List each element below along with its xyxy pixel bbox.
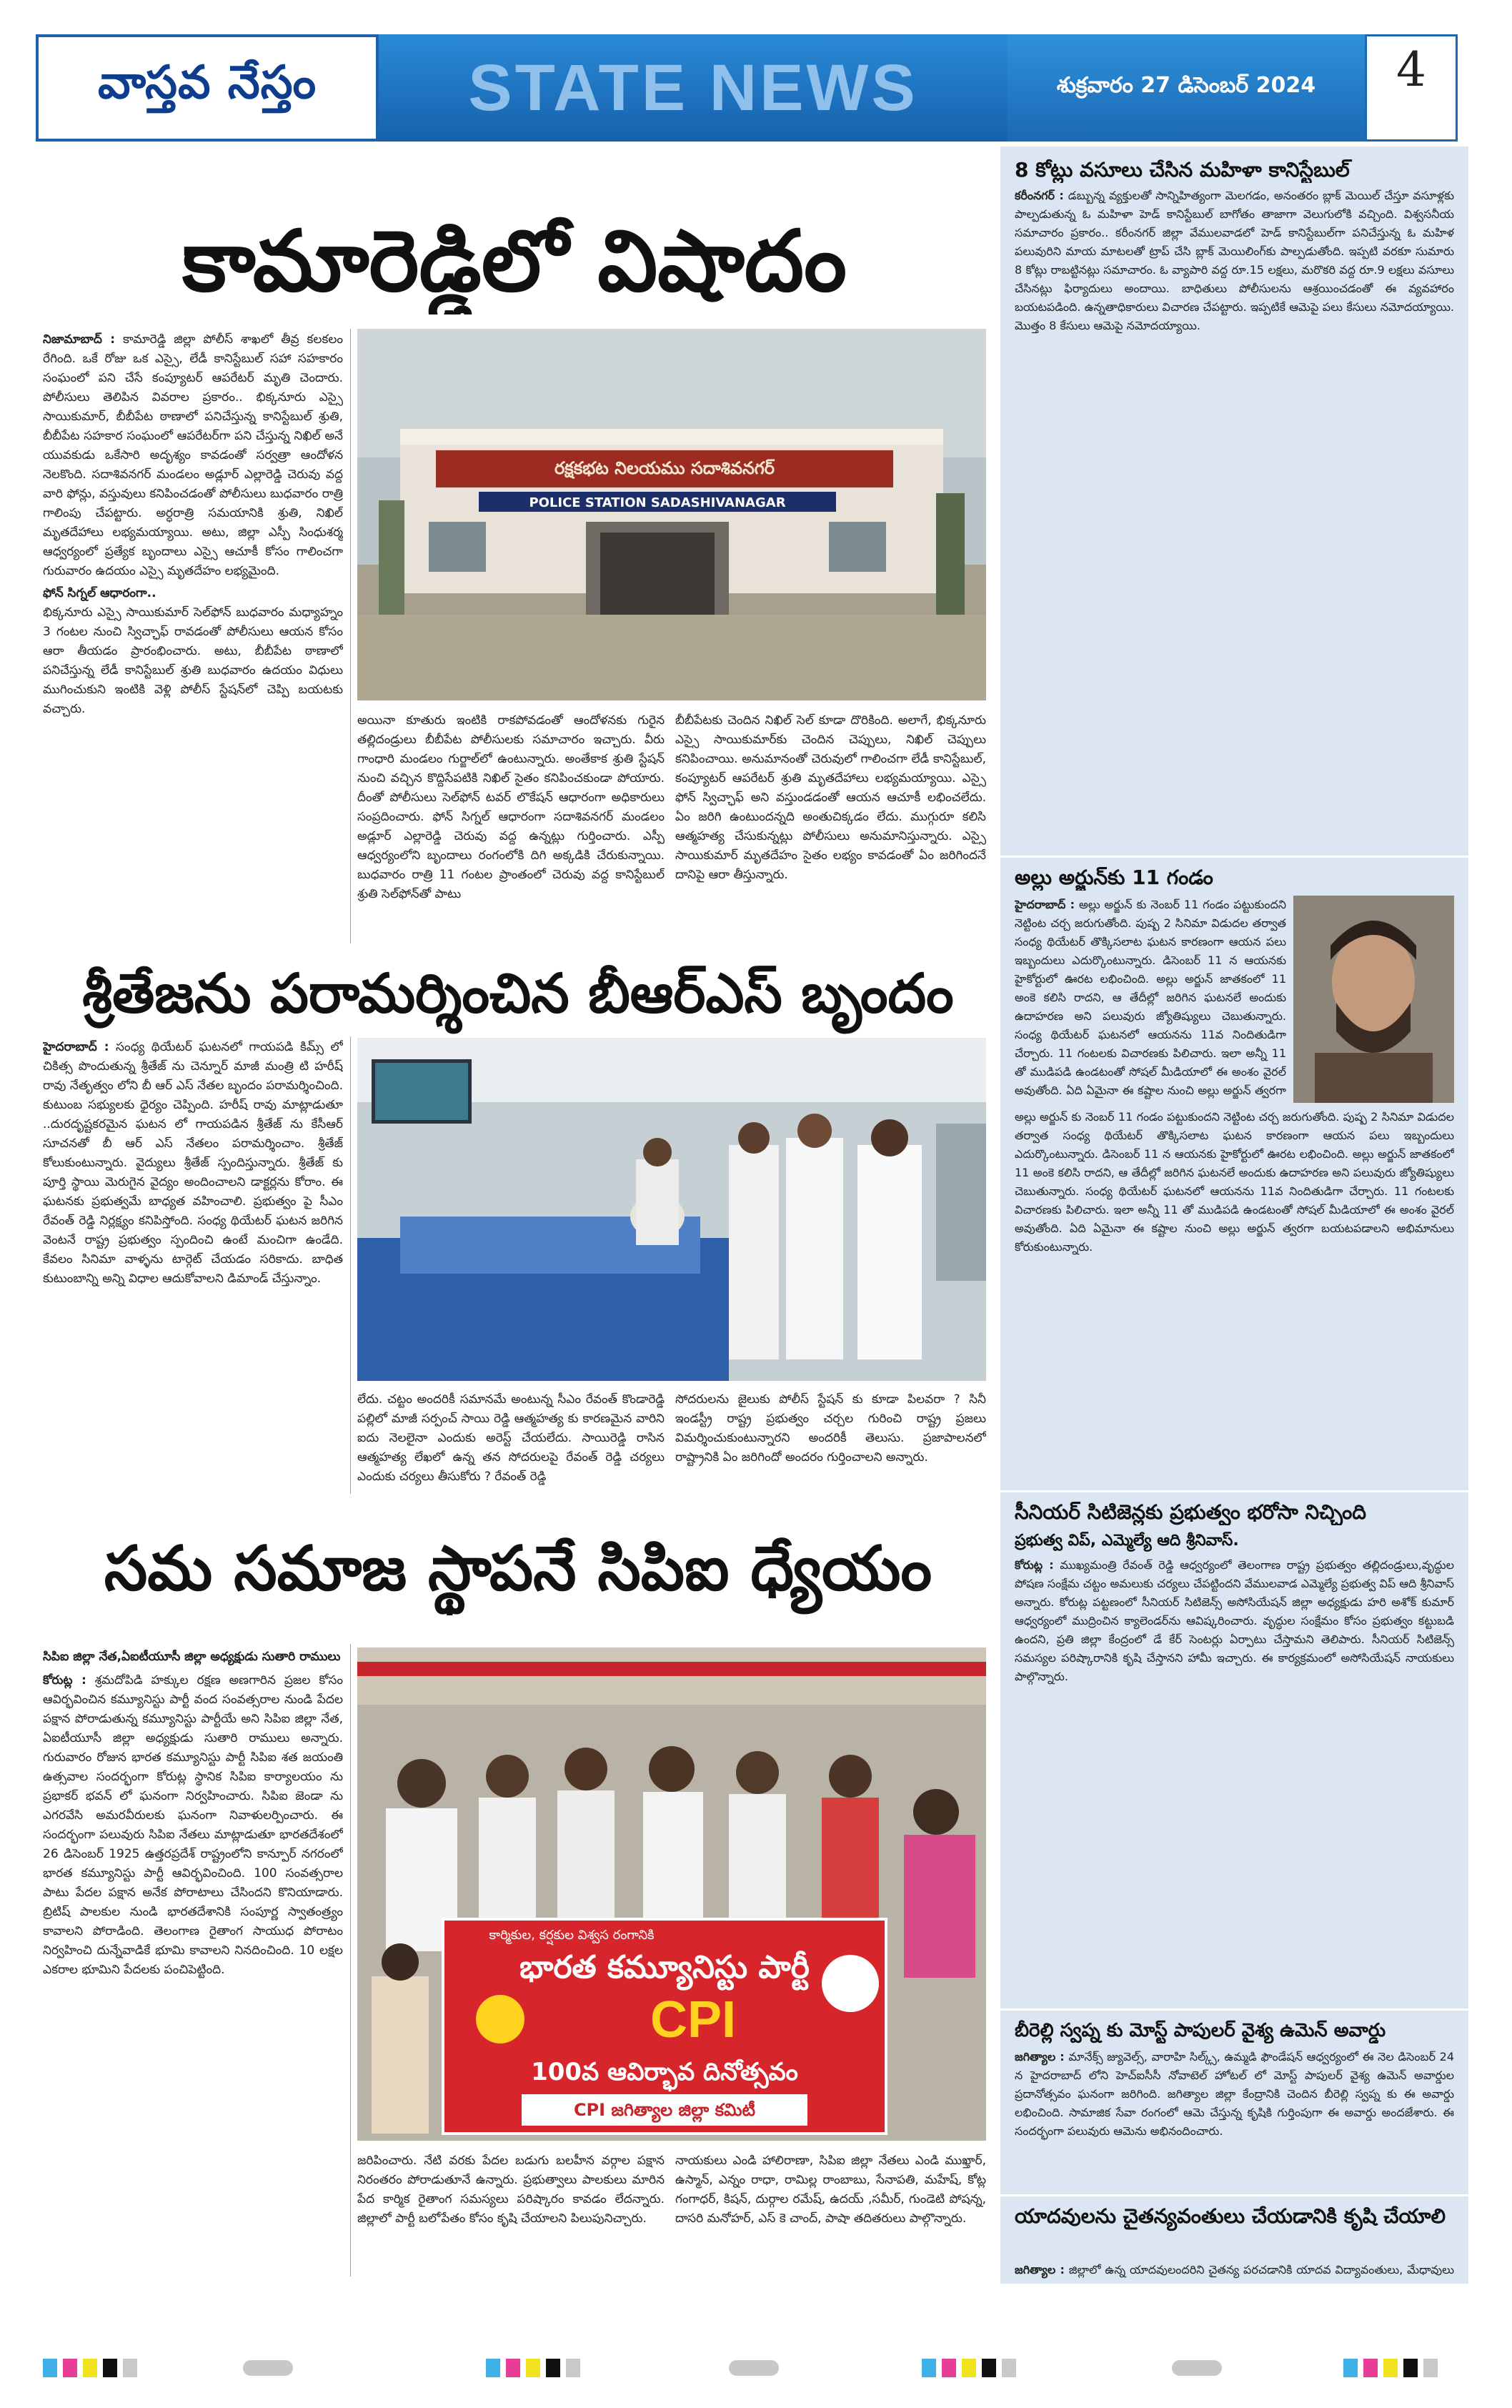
sidebar-story3-body: ముఖ్యమంత్రి రేవంత్ రెడ్డి ఆధ్వర్యంలో తెలంగాణ రాష్ట్ర ప్రభుత్వం తల్లిదండ్రులు,వృద్ధుల పోషణ సంక్షేమ చట్టం అమలుకు చర్యలు చేపట్టిందని వేములవాడ ఎమ్మెల్యే ప్రభుత్వ విప్ ఆది శ్రీనివాస్ అన్నారు. కోరుట్ల పట్టణంలో సీనియర్ సిటిజెన్స్ అసోసియేషన్ జిల్లా అధ్యక్షుడు హరి అశోక్ కుమార్ ఆధ్వర్యంలో ముద్రించిన క్యాలెండర్‌ను ఆవిష్కరించారు. వృద్ధుల సంక్షేమం కోసం ప్రభుత్వం కట్టుబడి ఉందని, ప్రతి జిల్లా కేంద్రంలో డే కేర్ సెంటర్లు ఏర్పాటు చేస్తామని తెలిపారు. సీనియర్ సిటిజెన్స్ సమస్యల పరిష్కారానికి కృషి చేస్తానని హామీ ఇచ్చారు. ఈ కార్యక్రమంలో అసోసియేషన్ నాయకులు పాల్గొన్నారు.: [1015, 1558, 1454, 1683]
story1-text-1: కామారెడ్డి జిల్లా పోలీస్ శాఖలో తీవ్ర కలకలం రేగింది. ఒకే రోజు ఒక ఎస్సై, లేడీ కానిస్టేబుల్ సహా సహకారం సంఘంలో పని చేసే కంప్యూటర్ ఆపరేటర్ మృతి చెందారు. పోలీసులు తెలిపిన వివరాల ప్రకారం.. భిక్కనూరు ఎస్సై సాయికుమార్, బీబీపేట ఠాణాలో పనిచేస్తున్న కానిస్టేబుల్ శ్రుతి, బీబీపేట సహకార సంఘంలో ఆపరేటర్‌గా పని చేస్తున్న నిఖిల్ అనే యువకుడు ఒకేసారి అదృశ్యం కావడంతో సర్వత్రా ఆందోళన నెలకొంది. సదాశివనగర్ మండలం అడ్లూర్ ఎల్లారెడ్డి చెరువు వద్ద వారి ఫోన్లు, వస్తువులు కనిపించడంతో పోలీసులు బుధవారం రాత్రి గాలింపు చేపట్టారు. అర్ధరాత్రి సమయానికి శ్రుతి, నిఖిల్ మృతదేహాలు లభ్యమయ్యాయి. అటు, జిల్లా ఎస్పీ సింధుశర్మ ఆధ్వర్యంలో ప్రత్యేక బృందాలు ఎస్సై ఆచూకీ కోసం గాలించగా గురువారం ఉదయం ఎస్సై మృతదేహం లభ్యమైంది.: [43, 332, 343, 578]
sidebar-story4-text: [1015, 2048, 1454, 2187]
story2-dateline: హైదరాబాద్ :: [43, 1040, 109, 1054]
print-registration-mark: [1172, 2360, 1222, 2376]
story2-text-1: సంధ్య థియేటర్ ఘటనలో గాయపడి కిమ్స్ లో చికిత్స పొందుతున్న శ్రీతేజ్ ను చెన్నూర్ మాజీ మంత్రి టి హరీష్ రావు నేతృత్వం లోని బీ ఆర్ ఎస్ నేతల బృందం పరామర్శించింది. కుటుంబ సభ్యులకు ధైర్యం చెప్పింది. హరీష్ రావు మాట్లాడుతూ ..దురదృష్టకరమైన ఘటన లో గాయపడిన శ్రీతేజ్ ను కేసీఆర్ సూచనతో బీ ఆర్ ఎస్ నేతలం పరామర్శించాం. శ్రీతేజ్ కోలుకుంటున్నారు. వైద్యులు శ్రీతేజ్ స్పందిస్తున్నారు. శ్రీతేజ్ కు పూర్తి స్థాయి మెరుగైన వైద్యం అందించాలని డాక్టర్లను కోరాం. ఈ ఘటనకు ప్రభుత్వమే బాధ్యత వహించాలి. ప్రభుత్వం పై సీఎం రేవంత్ రెడ్డి నిర్లక్ష్యం కనిపిస్తోంది. సంధ్య థియేటర్ ఘటన జరిగిన వెంటనే రాష్ట్ర ప్రభుత్వం స్పందించి ఉంటే మంచిగా ఉండేది. కేవలం సినిమా వాళ్ళను టార్గెట్ చేయడం సరికాదు. బాధిత కుటుంబాన్ని అన్ని విధాల ఆదుకోవాలని డిమాండ్ చేస్తున్నాం.: [43, 1040, 343, 1286]
story3-text-1: శ్రమదోపిడి హక్కుల రక్షణ అణగారిన ప్రజల కోసం ఆవిర్భవించిన కమ్యూనిస్టు పార్టీ వంద సంవత్సరాల నుండి పేదల పక్షాన పోరాడుతున్న కమ్యూనిస్టు పార్టీయే అని సిపిఐ జిల్లా నేత, ఏఐటీయూసీ జిల్లా అధ్యక్షుడు సుతారి రాములు అన్నారు. గురువారం రోజున భారత కమ్యూనిస్టు పార్టీ సిపిఐ శత జయంతి ఉత్సవాల సందర్భంగా కోరుట్ల స్థానిక సిపిఐ కార్యాలయం ను ప్రభాకర్ భవన్ లో ఘనంగా నిర్వహించారు. సిపిఐ జెండా ను ఎగరవేసి అమరవీరులకు ఘనంగా నివాళులర్పించారు. ఈ సందర్భంగా పలువురు సిపిఐ నేతలు మాట్లాడుతూ భారతదేశంలో 26 డిసెంబర్ 1925 ఉత్తరప్రదేశ్ రాష్ట్రంలోని కాన్పూర్ నగరంలో భారత కమ్యూనిస్టు పార్టీ ఆవిర్భవించింది. 100 సంవత్సరాల పాటు పేదల పక్షాన అనేక పోరాటాలు చేసిందని కొనియాడారు. బ్రిటిష్ పాలకుల నుండి భారతదేశానికి సంపూర్ణ స్వాతంత్ర్యం కావాలని పోరాడింది. తెలంగాణ రైతాంగ సాయుధ పోరాటం నిర్వహించి దున్నేవాడికే భూమి కావాలని నినదించింది. 10 లక్షల ఎకరాల భూమిని పేదలకు పంచిపెట్టింది.: [43, 1673, 343, 1977]
logo-text: వాస్తవ నేస్తం: [97, 56, 317, 109]
story1-column-3: [675, 711, 986, 947]
sidebar-story1-text: [1015, 187, 1454, 848]
story1-text-1b: భిక్కనూరు ఎస్సై సాయికుమార్ సెల్‌ఫోన్ బుధవారం మధ్యాహ్నం 3 గంటల నుంచి స్విచ్ఛాఫ్ రావడంతో పోలీసులు ఆయన కోసం ఆరా తీయడం ప్రారంభించారు. అటు, బీబీపేట ఠాణాలో పనిచేస్తున్న లేడీ కానిస్టేబుల్ శ్రుతి బుధవారం ఉదయం విధులు ముగించుకుని ఇంటికి వెళ్లి పోలీస్ స్టేషన్‌లో చెప్పి బయటకు వచ్చారు.: [43, 605, 343, 716]
sidebar-story4-headline: బీరెల్లి స్వప్న కు మోస్ట్ పాపులర్ వైశ్య ఉమెన్ అవార్డు: [1015, 2020, 1386, 2041]
sidebar-story2-continued: [1015, 1108, 1454, 1480]
hospital-visit-illustration: [357, 1038, 986, 1381]
story1-text-2: అయినా కూతురు ఇంటికి రాకపోవడంతో ఆందోళనకు గురైన తల్లిదండ్రులు బీబీపేట పోలీసులకు సమాచారం ఇచ్చారు. వీరు గాంధారి మండలం గుర్జాల్‌లో ఉంటున్నారు. అంతేకాక శ్రుతి స్టేషన్ నుంచి వచ్చిన కొద్దిసేపటికి నిఖిల్ సైతం కనిపించకుండా పోయారు. దీంతో పోలీసులు సెల్‌ఫోన్ టవర్ లొకేషన్ ఆధారంగా అధికారులు సంప్రదించారు. ఫోన్ సిగ్నల్ ఆధారంగా సదాశివనగర్ మండలం అడ్లూర్ ఎల్లారెడ్డి చెరువు వద్ద ఉన్నట్లు గుర్తించారు. ఎస్పీ ఆధ్వర్యంలోని బృందాలు రంగంలోకి దిగి అక్కడికి చేరుకున్నాయి. బుధవారం రాత్రి 11 గంటల ప్రాంతంలో చెరువు వద్ద కానిస్టేబుల్ శ్రుతి సెల్‌ఫోన్‌తో పాటు: [357, 713, 665, 901]
sidebar-story2-text: [1015, 896, 1286, 1103]
story1-dateline: నిజామాబాద్ :: [43, 332, 116, 347]
story3-dateline: కోరుట్ల :: [43, 1673, 86, 1688]
story1-headline: కామారెడ్డిలో విషాదం: [182, 212, 847, 310]
sidebar-story2-headline: అల్లు అర్జున్‌కు 11 గండం: [1015, 866, 1213, 889]
police-station-illustration: [357, 329, 986, 700]
police-station-photo: [357, 329, 986, 700]
sidebar-story2-body: అల్లు అర్జున్ కు నెంబర్ 11 గండం పట్టుకుందని నెట్టింట చర్చ జరుగుతోంది. పుష్ప 2 సినిమా విడుదల తర్వాత సంధ్య థియేటర్ తొక్కిసలాట ఘటన కారణంగా ఆయన పలు ఇబ్బందులు ఎదుర్కొంటున్నారు. డిసెంబర్ 11 న ఆయనకు హైకోర్టులో ఊరట లభించింది. అల్లు అర్జున్ జాతకంలో 11 అంకె కలిసి రాదని, ఆ తేదీల్లో జరిగిన ఘటనలే అందుకు ఉదాహరణ అని పలువురు జ్యోతిష్యులు చెబుతున్నారు. సంధ్య థియేటర్ ఘటనలో ఆయనను 11వ నిందితుడిగా చేర్చారు. 11 గంటలకు విచారణకు పిలిచారు. ఇలా అన్నీ 11 తో ముడిపడి ఉండటంతో సోషల్ మీడియాలో ఈ అంశం వైరల్ అవుతోంది. ఏది ఏమైనా ఈ కష్టాల నుంచి అల్లు అర్జున్ త్వరగా: [1015, 898, 1286, 1097]
print-registration-mark: [243, 2360, 293, 2376]
sidebar-story1-body: డబ్బున్న వ్యక్తులతో సాన్నిహిత్యంగా మెలగడం, అనంతరం బ్లాక్ మెయిల్ చేస్తూ వసూళ్లకు పాల్పడుతున్న ఓ మహిళా హెడ్ కానిస్టేబుల్ బాగోతం తాజాగా వెలుగులోకి వచ్చింది. విశ్వసనీయ సమాచారం ప్రకారం.. కరీంనగర్ జిల్లా వేములవాడలో హెడ్ కానిస్టేబుల్‌గా పనిచేస్తున్న ఓ మహిళ పలువురిని మాయ మాటలతో ట్రాప్ చేసి బ్లాక్ మెయిలింగ్‌కు పాల్పడుతోంది. ఇప్పటి వరకూ సుమారు 8 కోట్లు రాబట్టినట్లు సమాచారం. ఓ వ్యాపారి వద్ద రూ.15 లక్షలు, మరొకరి వద్ద రూ.9 లక్షలు వసూలు చేసినట్లు ఫిర్యాదులు అందాయి. బాధితులు పోలీసులను ఆశ్రయించడంతో ఈ వ్యవహారం బయటపడింది. ఉన్నతాధికారులు విచారణ చేపట్టారు. ఇప్పటికే ఆమెపై పలు కేసులు నమోదయ్యాయి. మొత్తం 8 కేసులు ఆమెపై నమోదయ్యాయి.: [1015, 189, 1454, 332]
story3-column-2: [357, 2151, 665, 2276]
allu-arjun-photo: [1293, 896, 1454, 1103]
sidebar-story5-dateline: జగిత్యాల :: [1015, 2263, 1065, 2276]
sidebar-divider: [1000, 856, 1468, 858]
sidebar-story2-body-cont: అల్లు అర్జున్ కు నెంబర్ 11 గండం పట్టుకుందని నెట్టింట చర్చ జరుగుతోంది. పుష్ప 2 సినిమా విడుదల తర్వాత సంధ్య థియేటర్ తొక్కిసలాట ఘటన కారణంగా ఆయన పలు ఇబ్బందులు ఎదుర్కొంటున్నారు. డిసెంబర్ 11 న ఆయనకు హైకోర్టులో ఊరట లభించింది. అల్లు అర్జున్ జాతకంలో 11 అంకె కలిసి రాదని, ఆ తేదీల్లో జరిగిన ఘటనలే అందుకు ఉదాహరణ అని పలువురు జ్యోతిష్యులు చెబుతున్నారు. సంధ్య థియేటర్ ఘటనలో ఆయనను 11వ నిందితుడిగా చేర్చారు. 11 గంటలకు విచారణకు పిలిచారు. ఇలా అన్నీ 11 తో ముడిపడి ఉండటంతో సోషల్ మీడియాలో ఈ అంశం వైరల్ అవుతోంది. ఏది ఏమైనా ఈ కష్టాల నుంచి అల్లు అర్జున్ త్వరగా బయటపడాలని అభిమానులు కోరుకుంటున్నారు.: [1015, 1110, 1454, 1254]
issue-date: శుక్రవారం 27 డిసెంబర్ 2024: [1056, 73, 1316, 98]
sidebar-story3-subhead: ప్రభుత్వ విప్, ఎమ్మెల్యే ఆది శ్రీనివాస్.: [1015, 1532, 1239, 1550]
masthead: [36, 34, 1458, 142]
sidebar-story5-headline: యాదవులను చైతన్యవంతులు చేయడానికి కృషి చేయాలి: [1015, 2204, 1446, 2228]
story3-text-3: నాయకులు ఎండి హాలిరాణా, సిపిఐ జిల్లా నేతలు ఎండి ముఖ్తార్, ఉస్మాన్, ఎన్నం రాధా, రామిల్ల రాంబాబు, సేనాపతి, మహేష్, కోట్ల గంగాధర్, కిషన్, దుర్గాల రమేష్, ఉదయ్ ,సమీర్, గుండెటి పోషన్న, దాసరి మనోహర్, ఎస్ కె చాంద్, పాషా తదితరులు పాల్గొన్నారు.: [675, 2154, 986, 2226]
sidebar-story5-body: జిల్లాలో ఉన్న యాదవులందరిని చైతన్య పరచడానికి యాదవ విద్యావంతులు, మేధావులు: [1068, 2263, 1454, 2276]
banner-cpi-text: CPI: [650, 1991, 737, 2048]
sidebar-story1-headline: 8 కోట్లు వసూలు చేసిన మహిళా కానిస్టేబుల్: [1015, 158, 1350, 182]
story2-column-3: [675, 1390, 986, 1497]
column-rule: [350, 329, 351, 943]
sidebar-divider: [1000, 2008, 1468, 2011]
sidebar-story1-dateline: కరీంనగర్ :: [1015, 189, 1064, 202]
print-color-bar: [43, 2359, 137, 2377]
station-sign-english: POLICE STATION SADASHIVANAGAR: [529, 495, 786, 510]
print-color-bar: [486, 2359, 580, 2377]
story1-column-1: [43, 330, 343, 945]
sidebar-story4-body: మానేక్స్ జ్యువెల్స్, వారాహి సిల్క్స్, ఉమ్మడి ఫౌండేషన్ ఆధ్వర్యంలో ఈ నెల డిసెంబర్ 24 న హైదరాబాద్ లోని హెచ్ఐసీసీ నోవాటెల్ హోటల్ లో మోస్ట్ పాపులర్ వైశ్య ఉమెన్ అవార్డుల ప్రదానోత్సవం ఘనంగా జరిగింది. జగిత్యాల జిల్లా కేంద్రానికి చెందిన బీరెల్లి స్వప్న కు ఈ అవార్డు లభించింది. సామాజిక సేవా రంగంలో ఆమె చేస్తున్న కృషికి గుర్తింపుగా ఈ అవార్డు అందజేశారు. ఈ సందర్భంగా పలువురు ఆమెను అభినందించారు.: [1015, 2050, 1454, 2138]
story2-text-2: లేదు. చట్టం అందరికీ సమానమే అంటున్న సీఎం రేవంత్ కొండారెడ్డి పల్లిలో మాజీ సర్పంచ్ సాయి రెడ్డి ఆత్మహత్య కు కారణమైన వారిని ఐదు నెలలైనా ఎందుకు అరెస్ట్ చేయలేదు. సాయిరెడ్డి రాసిన ఆత్మహత్య లేఖలో ఉన్న తన సోదరులపై రేవంత్ రెడ్డి చర్యలు ఎందుకు చర్యలు తీసుకోరు ? రేవంత్ రెడ్డి: [357, 1392, 665, 1484]
print-color-bar: [1343, 2359, 1438, 2377]
portrait-illustration: [1293, 896, 1454, 1103]
sidebar-story3-headline: సీనియర్ సిటిజెన్లకు ప్రభుత్వం భరోసా నిచ్చింది: [1015, 1500, 1367, 1524]
newspaper-logo: [36, 34, 379, 142]
banner-top-line: కార్మికుల, కర్షకుల విశ్వస రంగానికి: [489, 1928, 655, 1943]
sidebar-story2-dateline: హైదరాబాద్ :: [1015, 898, 1075, 911]
story1-column-2: [357, 711, 665, 947]
banner-committee-line: CPI జగిత్యాల జిల్లా కమిటీ: [573, 2100, 756, 2120]
page-number-box: [1365, 34, 1458, 142]
sidebar-story5-text: [1015, 2261, 1454, 2282]
hospital-visit-photo: [357, 1038, 986, 1381]
sidebar-news: [1000, 147, 1468, 2284]
print-color-bar: [922, 2359, 1016, 2377]
sidebar-story3-text: [1015, 1556, 1454, 1999]
print-registration-mark: [729, 2360, 779, 2376]
sidebar-divider: [1000, 2194, 1468, 2196]
column-rule: [350, 1644, 351, 2276]
station-sign-telugu: రక్షకభట నిలయము సదాశివనగర్: [554, 458, 775, 478]
section-band: [379, 34, 1008, 142]
cpi-celebration-photo: [357, 1648, 986, 2141]
section-title: STATE NEWS: [468, 51, 918, 124]
story1-subhead: ఫోన్ సిగ్నల్ ఆధారంగా..: [43, 586, 156, 600]
story3-text-2: జరిపించారు. నేటి వరకు పేదల బడుగు బలహీన వర్గాల పక్షాన నిరంతరం పోరాడుతూనే ఉన్నారు. ప్రభుత్వాలు పాలకులు మారిన పేద కార్మిక రైతాంగ సమస్యలు పరిష్కారం కావడం లేదన్నారు. జిల్లాలో పార్టీ బలోపేతం కోసం కృషి చేయాలని పిలుపునిచ్చారు.: [357, 2154, 665, 2226]
column-rule: [350, 1036, 351, 1494]
banner-anniversary-line: 100వ ఆవిర్భావ దినోత్సవం: [531, 2058, 798, 2086]
story1-text-3: బీబీపేటకు చెందిన నిఖిల్ సెల్ కూడా దొరికింది. అలాగే, భిక్కనూరు ఎస్సై సాయికుమార్‌కు చెందిన చెప్పులు, నిఖిల్ చెప్పులు కనిపించాయి. అనుమానంతో చెరువులో గాలించగా లేడీ కానిస్టేబుల్, కంప్యూటర్ ఆపరేటర్ శ్రుతి మృతదేహాలు లభ్యమయ్యాయి. ఎస్సై ఫోన్ స్విచ్ఛాఫ్ అని వస్తుండడంతో ఆయన ఆచూకీ లభించలేదు. ఏం జరిగి ఉంటుందన్నది అంతుచిక్కడం లేదు. ముగ్గురూ కలిసి ఆత్మహత్య చేసుకున్నట్లు పోలీసులు అనుమానిస్తున్నారు. ఎస్సై సాయికుమార్ మృతదేహం సైతం లభ్యం కావడంతో ఏం జరిగిందనే దానిపై ఆరా తీస్తున్నారు.: [675, 713, 986, 882]
story3-column-1: [43, 1648, 343, 2276]
cpi-celebration-illustration: [357, 1648, 986, 2141]
cpi-emblem-icon: [822, 1955, 879, 2012]
sidebar-divider: [1000, 1490, 1468, 1492]
banner-main-line: భారత కమ్యూనిస్టు పార్టీ: [519, 1949, 810, 1986]
date-band: [1008, 34, 1365, 142]
page-number: 4: [1396, 42, 1426, 97]
story3-headline: సమ సమాజ స్థాపనే సిపిఐ ధ్యేయం: [104, 1533, 932, 1605]
story3-column-3: [675, 2151, 986, 2276]
story2-text-3: సోదరులను జైలుకు పోలీస్ స్టేషన్ కు కూడా పిలవరా ? సినీ ఇండస్ట్రీ రాష్ట్ర ప్రభుత్వం చర్చల గురించి రాష్ట్ర ప్రజలు విమర్శించుకుంటున్నారని అందరికీ తెలుసు. ప్రజాపాలనలో రాష్ట్రానికి ఏం జరిగిందో అందరం గుర్తించాలని అన్నారు.: [675, 1392, 986, 1465]
story2-column-1: [43, 1038, 343, 1495]
story3-byline: సిపిఐ జిల్లా నేత,ఏఐటీయూసీ జిల్లా అధ్యక్షుడు సుతారి రాములు: [43, 1650, 341, 1664]
sidebar-story3-dateline: కోరుట్ల :: [1015, 1558, 1054, 1572]
sidebar-story4-dateline: జగిత్యాల :: [1015, 2050, 1065, 2063]
story2-column-2: [357, 1390, 665, 1497]
story2-headline: శ్రీతేజను పరామర్శించిన బీఆర్ఎస్ బృందం: [82, 961, 954, 1025]
hammer-sickle-icon: [476, 1995, 524, 2043]
